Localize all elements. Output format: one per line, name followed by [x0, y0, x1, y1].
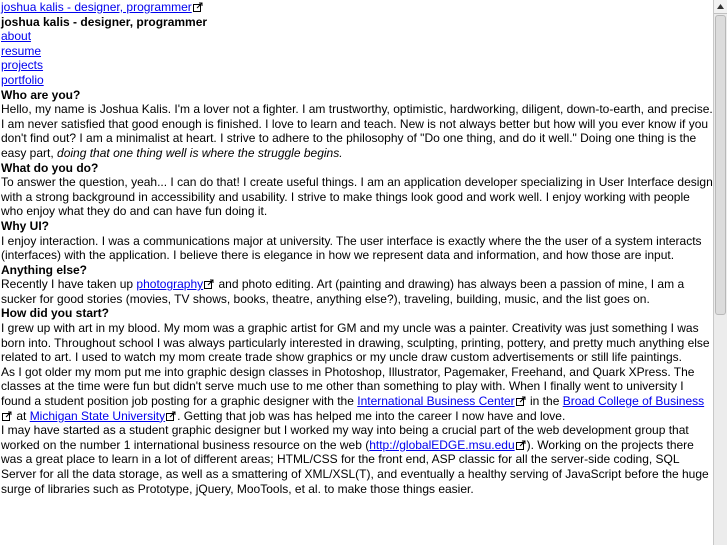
section-heading-what: What do you do? — [1, 160, 99, 175]
start-p3-a: I may have started as a student graphic designer but I worked my way into being a crucial part of the web development group that worked on the number 1 international business resource on the web ( — [1, 423, 689, 452]
main-nav — [1, 29, 713, 87]
scrollbar-thumb[interactable] — [715, 15, 726, 315]
nav-item-about[interactable]: about — [1, 29, 32, 44]
who-emphasis: doing that one thing well is where the struggle begins. — [57, 145, 343, 160]
who-text: Hello, my name is Joshua Kalis. I'm a lover not a fighter. I am trustworthy, optimistic, hardworking, diligent, down-to-earth, and precise. I am never satisfied that good enough is finished. I love to learn and teach. New is not always better but how will you ever know if you don't find out? I am a minimalist at heart. I strive to adhere to the philosophy of "Do one thing, and do it well." Doing one thing is the easy part, — [1, 102, 713, 160]
section-text-who — [1, 102, 713, 160]
arrow-up-icon — [717, 4, 724, 9]
section-text-start-2 — [1, 365, 713, 423]
external-link-icon — [516, 440, 526, 450]
section-text-start-1: I grew up with art in my blood. My mom was a graphic artist for GM and my uncle was a painter. Creativity was just something I was born into. Throughout school I was always particularly interested in drawing, sculpting, printing, pottery, and pretty much anything else related to art. I used to watch my mom create trade show graphics or my uncle draw custom advertisements or still life paintings. — [1, 321, 710, 365]
external-link-icon — [2, 411, 12, 421]
external-link-icon — [204, 279, 214, 289]
scroll-up-button[interactable] — [714, 0, 727, 14]
section-heading-who: Who are you? — [1, 87, 81, 102]
nav-item-resume[interactable]: resume — [1, 43, 42, 58]
site-title: joshua kalis - designer, programmer — [1, 14, 208, 29]
michigan-state-link[interactable]: Michigan State University — [29, 408, 166, 423]
section-text-start-3 — [1, 423, 713, 496]
section-heading-why: Why UI? — [1, 218, 49, 233]
section-heading-start: How did you start? — [1, 306, 109, 321]
broad-college-link[interactable]: Broad College of Business — [562, 394, 705, 409]
start-p2-a: As I got older my mom put me into graphic design classes in Photoshop, Illustrator, Pagemaker, Freehand, and Quark XPress. The classes at the time were fun but didn't serve much use to me other than something to play with. When I finally went to university I found a student position job posting for a graphic designer with the — [1, 364, 695, 409]
international-business-center-link[interactable]: International Business Center — [357, 394, 515, 409]
else-text-before: Recently I have taken up — [1, 277, 137, 292]
external-link-icon — [166, 411, 176, 421]
start-p2-c: at — [13, 408, 30, 423]
vertical-scrollbar[interactable] — [713, 0, 727, 545]
external-link-icon — [193, 2, 203, 12]
globaledge-link[interactable]: http://globalEDGE.msu.edu — [369, 437, 515, 452]
start-p2-b: in the — [526, 394, 563, 409]
section-text-what: To answer the question, yeah... I can do that! I create useful things. I am an application developer specializing in User Interface design with a strong background in accessibility and usability. I strive to make things look good and work well. I enjoy working with people who enjoy what they do and can have fun doing it. — [1, 175, 713, 219]
nav-item-projects[interactable]: projects — [1, 58, 44, 73]
else-text-after: and photo editing. Art (painting and drawing) has always been a passion of mine, I am a sucker for good stories (movies, TV shows, books, theatre, anything else?), traveling, building, music, and the list goes on. — [1, 277, 685, 306]
section-heading-else: Anything else? — [1, 262, 88, 277]
section-text-why: I enjoy interaction. I was a communications major at university. The user interface is exactly where the the user of a system interacts (interfaces) with the application. I believe there is elegance in how we represent data and information, and how those are input. — [1, 233, 702, 263]
site-header — [1, 0, 713, 15]
start-p3-b: ). Working on the projects there was a great place to learn in a lot of different areas; HTML/CSS for the front end, ASP classic for all the server-side coding, SQL Server for all the data storage, as well as a smattering of XML/XSL(T), and eventually a healthy serving of JavaScript before the huge surge of libraries such as Prototype, jQuery, MooTools, et al. to make those things easier. — [1, 437, 709, 496]
external-link-icon — [516, 396, 526, 406]
nav-item-portfolio[interactable]: portfolio — [1, 72, 44, 87]
photography-link[interactable]: photography — [136, 277, 204, 292]
site-title-link-text: joshua kalis - designer, programmer — [1, 0, 192, 14]
start-p2-d: . Getting that job was has helped me into the career I now have and love. — [177, 408, 566, 423]
site-title-link[interactable] — [1, 0, 192, 14]
section-text-else — [1, 277, 713, 306]
